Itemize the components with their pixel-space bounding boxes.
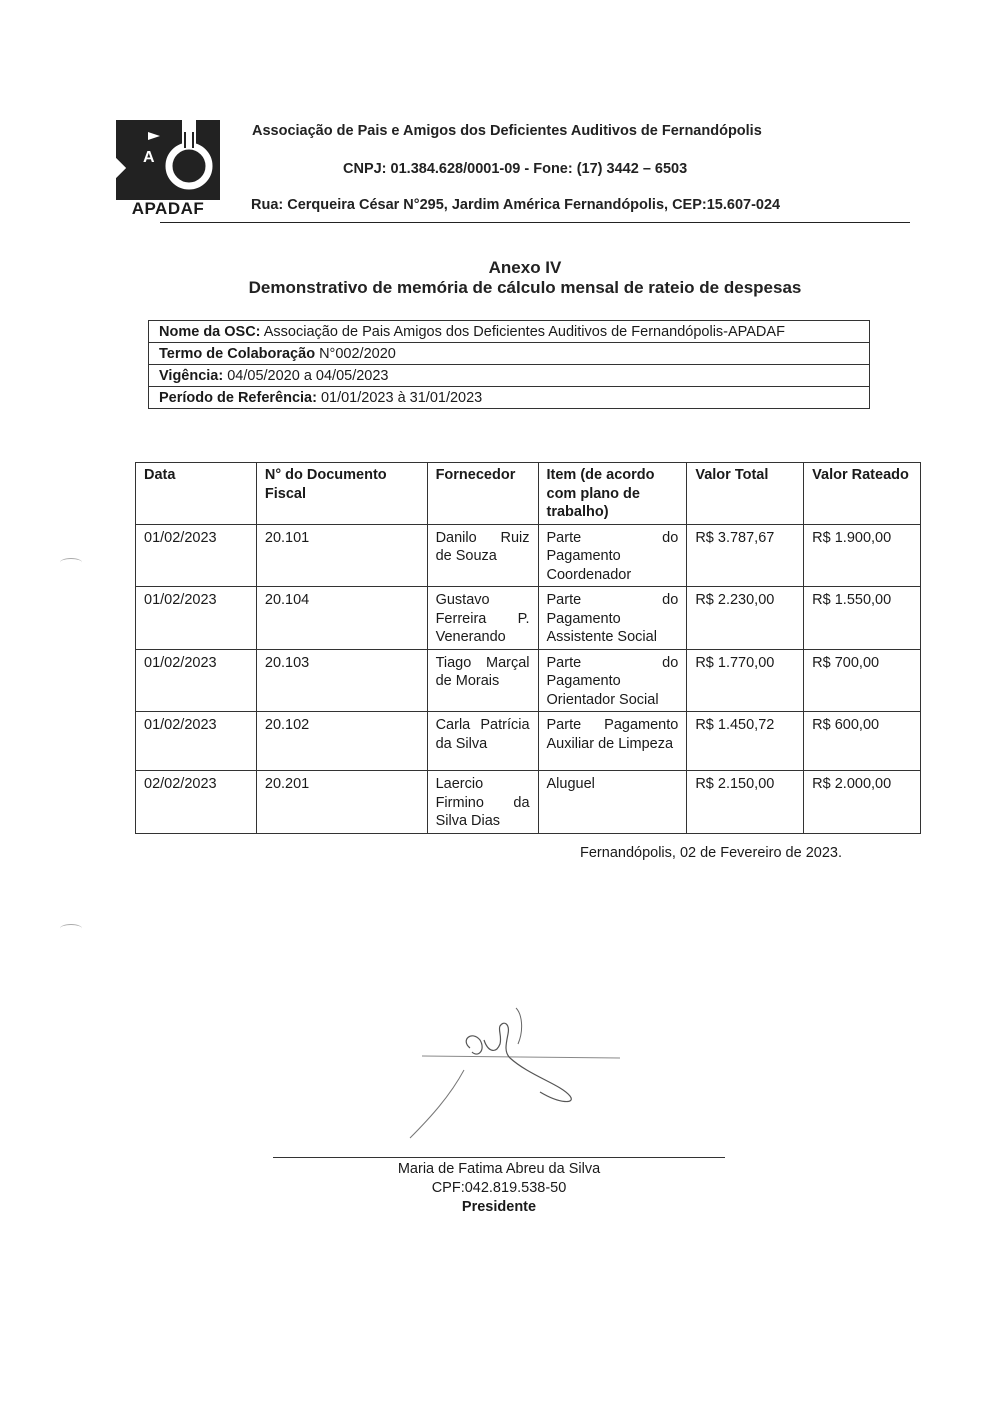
cell-fornecedor: Gustavo Ferreira P. Venerando xyxy=(427,587,538,650)
cell-fornecedor: Carla Patrícia da Silva xyxy=(427,712,538,771)
cell-rateado: R$ 1.900,00 xyxy=(804,524,921,587)
cell-total: R$ 1.770,00 xyxy=(687,649,804,712)
expenses-table xyxy=(135,462,921,834)
cell-data: 01/02/2023 xyxy=(136,524,257,587)
osc-info-box xyxy=(148,320,870,409)
col-header-fornecedor: Fornecedor xyxy=(427,463,538,525)
cell-rateado: R$ 2.000,00 xyxy=(804,771,921,834)
cell-data: 01/02/2023 xyxy=(136,587,257,650)
osc-name-row xyxy=(149,321,869,343)
scan-mark xyxy=(60,924,82,933)
signer-role: Presidente xyxy=(461,1199,537,1215)
annex-title: Anexo IV xyxy=(488,258,562,277)
cell-fornecedor: Tiago Marçal de Morais xyxy=(427,649,538,712)
termo-value: N°002/2020 xyxy=(315,346,396,362)
table-row xyxy=(136,524,921,587)
col-header-data: Data xyxy=(136,463,257,525)
cell-total: R$ 3.787,67 xyxy=(687,524,804,587)
cell-item: Parte do Pagamento Orientador Social xyxy=(538,649,687,712)
table-row xyxy=(136,712,921,771)
scan-mark xyxy=(60,558,82,567)
org-name: Associação de Pais e Amigos dos Deficientes Auditivos de Fernandópolis xyxy=(252,123,762,139)
cell-doc: 20.104 xyxy=(256,587,427,650)
org-contact: CNPJ: 01.384.628/0001-09 - Fone: (17) 3442 – 6503 xyxy=(343,161,688,177)
periodo-row xyxy=(149,387,869,408)
cell-total: R$ 2.230,00 xyxy=(687,587,804,650)
vigencia-value: 04/05/2020 a 04/05/2023 xyxy=(223,368,389,384)
document-title: Demonstrativo de memória de cálculo mensal de rateio de despesas xyxy=(248,278,802,297)
cell-item: Parte do Pagamento Coordenador xyxy=(538,524,687,587)
handwritten-signature xyxy=(400,1000,630,1150)
table-row xyxy=(136,771,921,834)
cell-doc: 20.201 xyxy=(256,771,427,834)
cell-rateado: R$ 1.550,00 xyxy=(804,587,921,650)
cell-total: R$ 2.150,00 xyxy=(687,771,804,834)
svg-text:A: A xyxy=(143,149,155,166)
cell-total: R$ 1.450,72 xyxy=(687,712,804,771)
periodo-value: 01/01/2023 à 31/01/2023 xyxy=(316,390,483,406)
osc-label: Nome da OSC: xyxy=(159,324,261,340)
cell-doc: 20.103 xyxy=(256,649,427,712)
org-address: Rua: Cerqueira César N°295, Jardim América Fernandópolis, CEP:15.607-024 xyxy=(251,197,781,213)
signer-cpf: CPF:042.819.538-50 xyxy=(431,1180,567,1196)
signature-line xyxy=(273,1157,725,1158)
periodo-label: Período de Referência: xyxy=(159,390,317,406)
col-header-documento: N° do Documento Fiscal xyxy=(256,463,427,525)
table-header-row xyxy=(136,463,921,525)
table-row xyxy=(136,587,921,650)
termo-label: Termo de Colaboração xyxy=(159,346,316,362)
header-divider xyxy=(160,222,910,223)
vigencia-label: Vigência: xyxy=(159,368,224,384)
col-header-valor-rateado: Valor Rateado xyxy=(804,463,921,525)
vigencia-row xyxy=(149,365,869,387)
logo-text: APADAF xyxy=(131,199,205,218)
cell-item: Aluguel xyxy=(538,771,687,834)
col-header-valor-total: Valor Total xyxy=(687,463,804,525)
cell-data: 02/02/2023 xyxy=(136,771,257,834)
place-date: Fernandópolis, 02 de Fevereiro de 2023. xyxy=(580,845,842,861)
cell-fornecedor: Laercio Firmino da Silva Dias xyxy=(427,771,538,834)
termo-row xyxy=(149,343,869,365)
cell-rateado: R$ 600,00 xyxy=(804,712,921,771)
cell-doc: 20.102 xyxy=(256,712,427,771)
cell-rateado: R$ 700,00 xyxy=(804,649,921,712)
cell-doc: 20.101 xyxy=(256,524,427,587)
cell-fornecedor: Danilo Ruiz de Souza xyxy=(427,524,538,587)
col-header-item: Item (de acordo com plano de trabalho) xyxy=(538,463,687,525)
cell-item: Parte Pagamento Auxiliar de Limpeza xyxy=(538,712,687,771)
cell-data: 01/02/2023 xyxy=(136,649,257,712)
cell-item: Parte do Pagamento Assistente Social xyxy=(538,587,687,650)
osc-value: Associação de Pais Amigos dos Deficientes Auditivos de Fernandópolis-APADAF xyxy=(260,324,785,340)
cell-data: 01/02/2023 xyxy=(136,712,257,771)
signer-name: Maria de Fatima Abreu da Silva xyxy=(397,1161,601,1177)
table-row xyxy=(136,649,921,712)
